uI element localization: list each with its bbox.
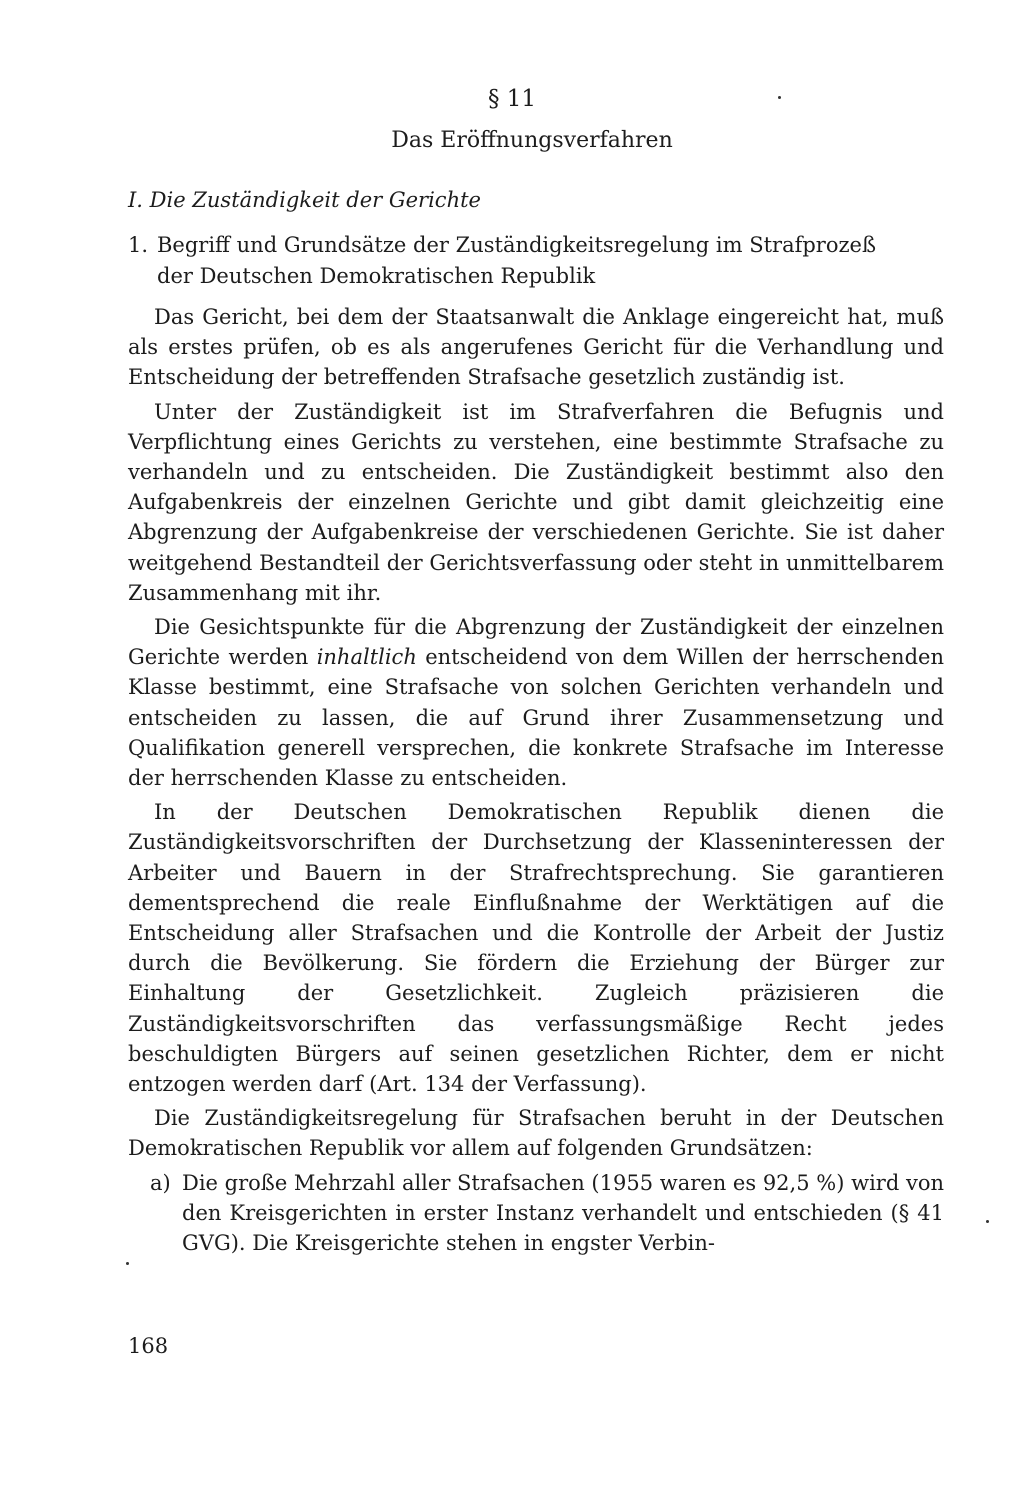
scan-speck bbox=[778, 96, 781, 99]
scan-speck bbox=[986, 1220, 989, 1223]
paragraph-2: Unter der Zuständigkeit ist im Strafverfahren die Befugnis und Verpflichtung eines Gerichts zu verstehen, eine bestimmte Strafsache zu verhandeln und zu entscheiden. Die Zuständigkeit bestimmt also den Aufgabenkreis der einzelnen Gerichte und gibt damit gleichzeitig eine Abgrenzung der Aufgabenkreise der verschiedenen Gerichte. Sie ist daher weitgehend Bestandteil der Gerichtsverfassung oder steht in unmittelbarem Zusammenhang mit ihr. bbox=[128, 399, 944, 605]
subsection-item-line2: der Deutschen Demokratischen Republik bbox=[157, 264, 596, 288]
subsection-item-number: 1. bbox=[128, 233, 149, 257]
subsection-heading: I. Die Zuständigkeit der Gerichte bbox=[128, 188, 481, 212]
section-title: Das Eröffnungsverfahren bbox=[391, 128, 673, 153]
paragraph-3-emphasis: inhaltlich bbox=[316, 645, 417, 670]
paragraph-3-part2: entscheidend von dem Willen der herrschenden Klasse bestimmt, eine Strafsache von solchen Gerichten verhandeln und entscheiden zu lassen, die auf Grund ihrer Zusammensetzung und Qualifikation generell versprechen, die konkrete Strafsache im Interesse der herrschenden Klasse zu entscheiden. bbox=[128, 645, 944, 791]
section-number: § 11 bbox=[487, 86, 537, 112]
body-text bbox=[128, 302, 944, 1262]
paragraph-4: In der Deutschen Demokratischen Republik dienen die Zuständigkeitsvorschriften der Durchsetzung der Klasseninteressen der Arbeiter und Bauern in der Strafrechtsprechung. Sie garantieren dementsprechend die reale Einflußnahme der Werktätigen auf die Entscheidung aller Strafsachen und die Kontrolle der Arbeit der Justiz durch die Bevölkerung. Sie fördern die Erziehung der Bürger zur Einhaltung der Gesetzlichkeit. Zugleich präzisieren die Zuständigkeitsvorschriften das verfassungsmäßige Recht jedes beschuldigten Bürgers auf seinen gesetzlichen Richter, dem er nicht entzogen werden darf (Art. 134 der Verfassung). bbox=[128, 800, 944, 1097]
scan-speck bbox=[126, 1262, 129, 1265]
list-item-a bbox=[128, 1168, 944, 1259]
paragraph-5: Die Zuständigkeitsregelung für Strafsachen beruht in der Deutschen Demokratischen Republik vor allem auf folgenden Grundsätzen: bbox=[128, 1106, 944, 1161]
paragraph-1: Das Gericht, bei dem der Staatsanwalt die Anklage eingereicht hat, muß als erstes prüfen, ob es als angerufenes Gericht für die Verhandlung und Entscheidung der betreffenden Strafsache gesetzlich zuständig ist. bbox=[128, 305, 944, 390]
page-number: 168 bbox=[128, 1334, 169, 1358]
subsection-item-heading bbox=[128, 230, 958, 292]
list-item-a-text: Die große Mehrzahl aller Strafsachen (1955 waren es 92,5 %) wird von den Kreisgerichten in erster Instanz verhandelt und entschieden (§ 41 GVG). Die Kreisgerichte stehen in engster Verbin- bbox=[182, 1170, 944, 1256]
paragraph-3-part1: Die Gesichtspunkte für die Abgrenzung der Zuständigkeit der einzelnen Gerichte werden bbox=[128, 615, 944, 670]
subsection-item-line1: Begriff und Grundsätze der Zuständigkeitsregelung im Strafprozeß bbox=[157, 233, 877, 257]
list-item-a-marker: a) bbox=[150, 1170, 171, 1195]
paragraph-3 bbox=[128, 612, 944, 793]
